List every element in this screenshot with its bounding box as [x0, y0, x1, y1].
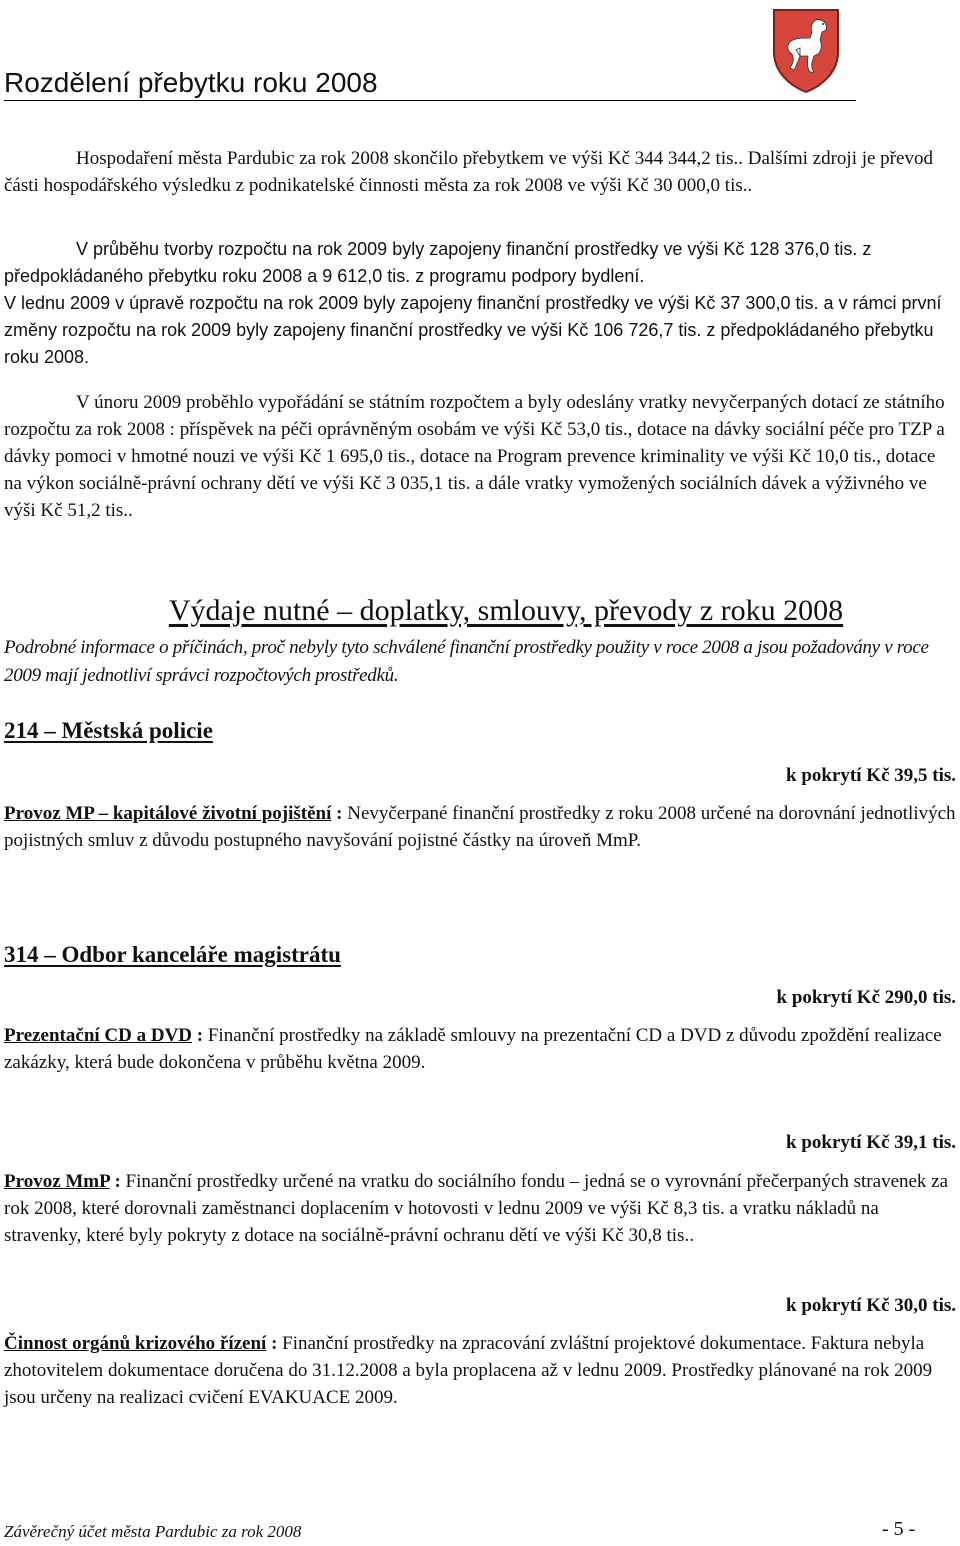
amount-krizove-rizeni: k pokrytí Kč 30,0 tis.: [786, 1295, 956, 1316]
item-text: Finanční prostředky určené na vratku do sociálního fondu – jedná se o vyrovnání přečerpaných stravenek za rok 2008, které dorovnali zaměstnanci doplacením v hotovosti v lednu 2009 ve výši Kč 8,3 tis. a vratku nákladů na stravenky, které byly pokryty z dotace na sociálně-právní ochranu dětí ve výši Kč 30,8 tis..: [4, 1171, 949, 1246]
amount-provoz-mp: k pokrytí Kč 39,5 tis.: [786, 765, 956, 786]
item-label: Provoz MmP: [4, 1171, 110, 1192]
item-separator: :: [266, 1333, 283, 1354]
section-note: Podrobné informace o příčinách, proč nebyly tyto schválené finanční prostředky použity v roce 2008 a jsou požadovány v roce 2009 mají jednotliví správci rozpočtových prostředků.: [4, 637, 929, 686]
section-heading-214: 214 – Městská policie: [4, 718, 213, 743]
item-separator: :: [331, 803, 348, 824]
item-text: Nevyčerpané finanční prostředky z roku 2008 určené na dorovnání jednotlivých pojistných smluv z důvodu postupného navyšování pojistné částky na úroveň MmP.: [4, 803, 956, 851]
item-label: Činnost orgánů krizového řízení: [4, 1333, 267, 1354]
amount-provoz-mmp: k pokrytí Kč 39,1 tis.: [786, 1132, 956, 1153]
item-text: Finanční prostředky na zpracování zvláštní projektové dokumentace. Faktura nebyla zhotovitelem dokumentace doručena do 31.12.2008 a byla proplacena až v lednu 2009. Prostředky plánované na rok 2009 jsou určeny na realizaci cvičení EVAKUACE 2009.: [4, 1333, 933, 1408]
page-title: Rozdělení přebytku roku 2008: [4, 66, 856, 101]
item-provoz-mp: [4, 800, 956, 854]
section-heading-314: 314 – Odbor kanceláře magistrátu: [4, 942, 341, 967]
item-krizove-rizeni: [4, 1330, 956, 1411]
page-number: - 5 -: [882, 1518, 916, 1540]
coat-of-arms-icon: [770, 6, 842, 94]
amount-cd-dvd: k pokrytí Kč 290,0 tis.: [776, 987, 956, 1008]
intro-paragraph-2a: V průběhu tvorby rozpočtu na rok 2009 byly zapojeny finanční prostředky ve výši Kč 128 376,0 tis. z předpokládaného přebytku roku 2008 a 9 612,0 tis. z programu podpory bydlení.: [4, 239, 872, 286]
item-text: Finanční prostředky na základě smlouvy na prezentační CD a DVD z důvodu zpoždění realizace zakázky, která bude dokončena v průběhu května 2009.: [4, 1025, 942, 1073]
section-title: Výdaje nutné – doplatky, smlouvy, převody z roku 2008: [168, 594, 844, 627]
item-label: Prezentační CD a DVD: [4, 1025, 193, 1046]
item-separator: :: [109, 1171, 126, 1192]
item-label: Provoz MP – kapitálové životní pojištění: [4, 803, 332, 824]
intro-paragraph-3: V únoru 2009 proběhlo vypořádání se státním rozpočtem a byly odeslány vratky nevyčerpaných dotací ze státního rozpočtu za rok 2008 : příspěvek na péči oprávněným osobám ve výši Kč 53,0 tis., dotace na dávky sociální péče pro TZP a dávky pomoci v hmotné nouzi ve výši Kč 1 695,0 tis., dotace na Program prevence kriminality ve výši Kč 10,0 tis., dotace na výkon sociálně-právní ochrany dětí ve výši Kč 3 035,1 tis. a dále vratky vymožených sociálních dávek a výživného ve výši Kč 51,2 tis..: [4, 392, 945, 521]
item-provoz-mmp: [4, 1168, 956, 1249]
item-separator: :: [192, 1025, 208, 1046]
intro-paragraph-2b: V lednu 2009 v úpravě rozpočtu na rok 2009 byly zapojeny finanční prostředky ve výši Kč 37 300,0 tis. a v rámci první změny rozpočtu na rok 2009 byly zapojeny finanční prostředky ve výši Kč 106 726,7 tis. z předpokládaného přebytku roku 2008.: [4, 293, 942, 367]
footer-text: Závěrečný účet města Pardubic za rok 2008: [4, 1522, 302, 1541]
item-cd-dvd: [4, 1022, 956, 1076]
intro-paragraph-1: Hospodaření města Pardubic za rok 2008 skončilo přebytkem ve výši Kč 344 344,2 tis.. Dalšími zdroji je převod části hospodářského výsledku z podnikatelské činnosti města za rok 2008 ve výši Kč 30 000,0 tis..: [4, 148, 933, 196]
